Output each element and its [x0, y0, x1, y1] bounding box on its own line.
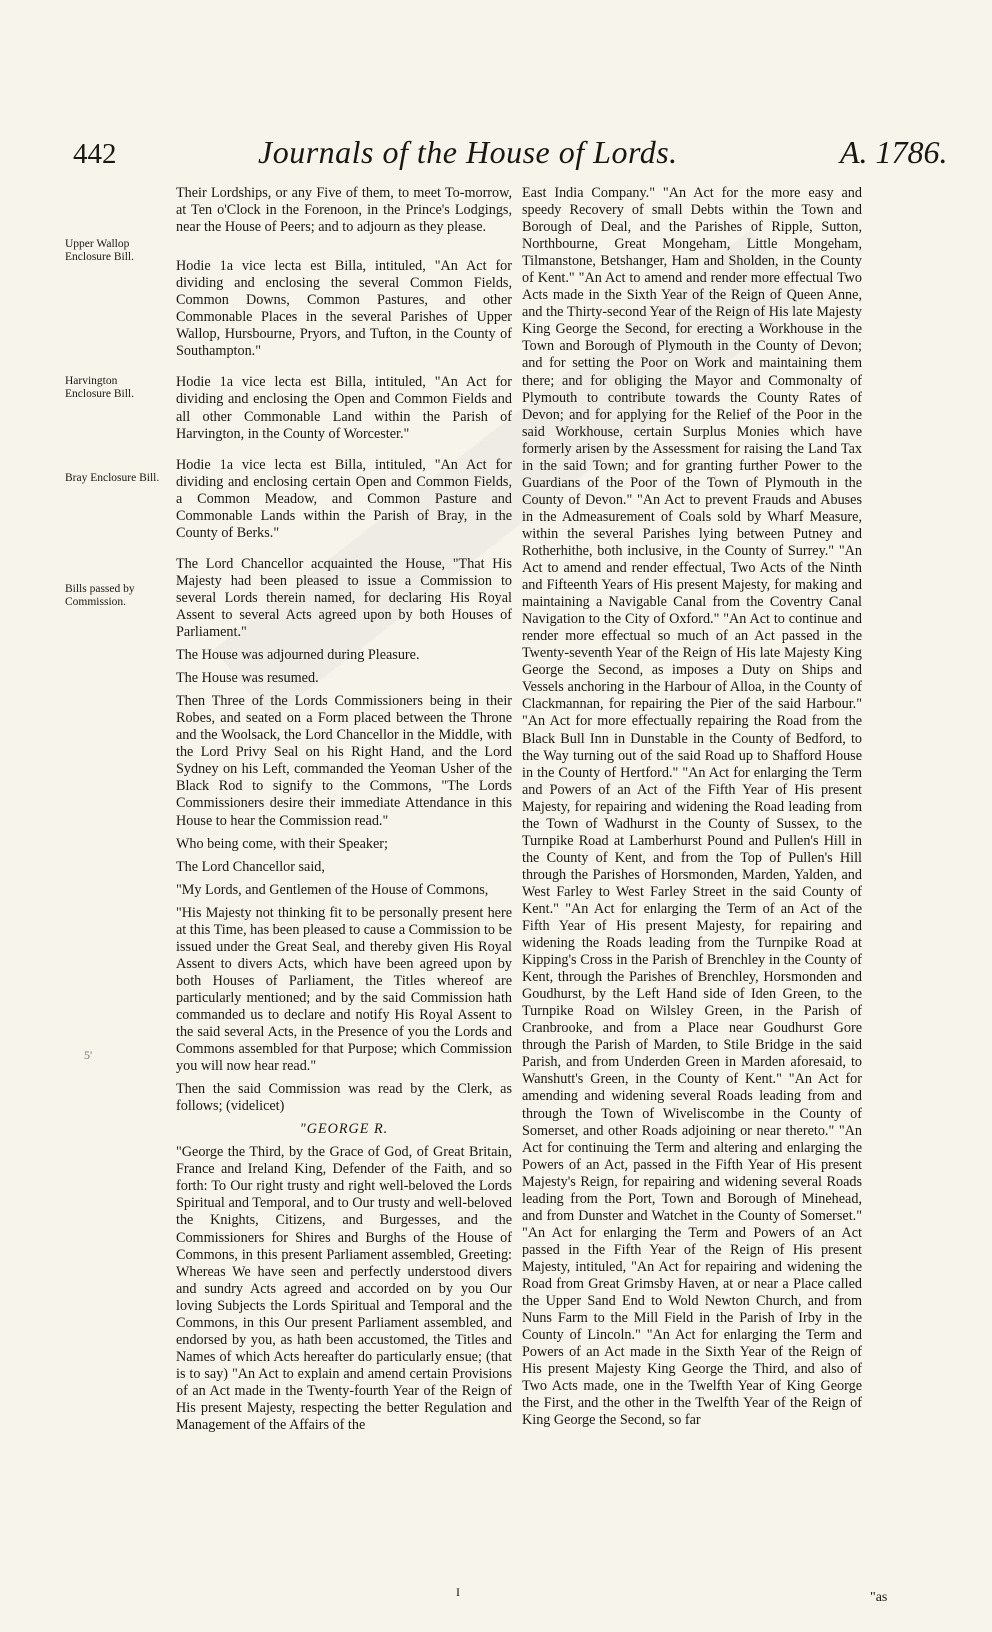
paragraph-upper-wallop-bill: Hodie 1a vice lecta est Billa, intituled, "An Act for dividing and enclosing the several Common Fields, Common Downs, Common Pastures, and other Commonable Places in the several Parishes of Upper Wallop, Hursbourne, Pryors, and Tufton, in the County of Southampton." — [176, 258, 512, 360]
paragraph-resumed: The House was resumed. — [176, 670, 319, 687]
page-header — [0, 128, 992, 178]
running-title: Journals of the House of Lords. — [258, 134, 678, 170]
paragraph-acts-list: East India Company." "An Act for the more easy and speedy Recovery of small Debts within the Town and Borough of Deal, and the Parishes of Ripple, Sutton, Northbourne, Great Mongeham, Little Mongeham, Tilmanstone, Betshanger, Ham and Sholden, in the County of Kent." "An Act to amend and render more effectual Two Acts made in the Sixth Year of the Reign of Queen Anne, and the Thirty-second Year of the Reign of His late Majesty King George the Second, for erecting a Workhouse in the Town and Borough of Plymouth in the County of Devon; and for setting the Poor on Work and maintaining them there; and for obliging the Mayor and Commonalty of Plymouth to contribute towards the County Rates of Devon; and for applying for the Relief of the Poor in the said Workhouse, certain Surplus Monies which have formerly arisen by the Assessment for raising the Land Tax in the said Town; and for granting further Power to the Guardians of the Poor of the Town of Plymouth in the County of Devon." "An Act to prevent Frauds and Abuses in the Admeasurement of Coals sold by Wharf Measure, within the several Parishes lying between Putney and Rotherhithe, both inclusive, in the County of Surrey." "An Act to amend and render effectual, Two Acts of the Ninth and Fifteenth Years of His present Majesty, for making and maintaining a Navigable Canal from the Coventry Canal Navigation to the City of Oxford." "An Act to continue and render more effectual so much of an Act passed in the Twenty-seventh Year of the Reign of His late Majesty King George the Second, as imposes a Duty on Ships and Vessels anchoring in the Harbour of Alloa, in the County of Clackmannan, for repairing the Pier of the said Harbour." "An Act for more effectually repairing the Road from the Black Bull Inn in Dunstable in the County of Bedford, to the Way turning out of the said Road up to Shafford House in the County of Hertford." "An Act for enlarging the Term and Powers of an Act of the Fifth Year of His present Majesty, for repairing and widening the Road leading from the Town of Wadhurst in the County of Sussex, to the Turnpike Road at Lamberhurst Pound and Pullen's Hill in the County of Kent, and from the Top of Pullen's Hill through the Parishes of Horsmonden, Marden, Yalden, and West Farley to West Farley Street in the said County of Kent." "An Act for enlarging the Term of an Act of the Fifth Year of His present Majesty, for repairing and widening the Roads leading from the Turnpike Road at Kipping's Cross in the Parish of Brenchley in the County of Kent, through the Parishes of Brenchley, Horsmonden and Goudhurst, by the Left Hand side of Iden Green, to the Turnpike Road on Wilsley Green, in the Parish of Cranbrooke, and from a Place near Goudhurst Gore through the Parish of Marden, to Stile Bridge in the said Parish, and from Underden Green in Marden aforesaid, to Wanshutt's Green, in the County of Kent." "An Act for amending and widening several Roads leading from and through the Town of Wiveliscombe in the County of Somerset, and other Roads adjoining or near thereto." "An Act for continuing the Term and altering and enlarging the Powers of an Act, passed in the Fifth Year of His present Majesty's Reign, for repairing and widening several Roads leading from the Port, Town and Borough of Minehead, and from Dunster and Watchet in the County of Somerset." "An Act for enlarging the Term and Powers of an Act passed in the Fifth Year of the Reign of His present Majesty, intituled, "An Act for repairing and widening the Road from Great Grimsby Haven, at or near a Place called the Upper Sand End to Wold Newton Church, and from Nuns Farm to the Mill Field in the Parish of Irby in the County of Lincoln." "An Act for enlarging the Term and Powers of an Act made in the Sixth Year of the Reign of His present Majesty King George the Third, and also of Two Acts made, one in the Twelfth Year of King George the First, and the other in the Twelfth Year of the Reign of King George the Second, so far — [522, 185, 862, 1429]
margin-note-upper-wallop: Upper Wallop Enclosure Bill. — [65, 238, 134, 263]
margin-note-bray: Bray Enclosure Bill. — [65, 472, 160, 484]
paragraph-adjourned: The House was adjourned during Pleasure. — [176, 647, 420, 664]
paragraph-address: "My Lords, and Gentlemen of the House of Commons, — [176, 881, 489, 898]
catchword: "as — [870, 1590, 888, 1605]
paragraph-harvington-bill: Hodie 1a vice lecta est Billa, intituled, "An Act for dividing and enclosing the Open and Common Fields and all other Commonable Land within the Parish of Harvington, in the County of Worcester." — [176, 374, 512, 442]
paragraph-commons-arrive: Who being come, with their Speaker; — [176, 835, 388, 852]
margin-note-harvington: Harvington Enclosure Bill. — [65, 375, 134, 400]
paragraph-chancellor-said: The Lord Chancellor said, — [176, 858, 325, 875]
paragraph-commissioners-seated: Then Three of the Lords Commissioners being in their Robes, and seated on a Form placed between the Throne and the Woolsack, the Lord Chancellor in the Middle, with the Lord Privy Seal on his Right Hand, and the Lord Sydney on his Left, commanded the Yeoman Usher of the Black Rod to signify to the Commons, "The Lords Commissioners desire their immediate Attendance in this House to hear the Commission read." — [176, 693, 512, 829]
right-column — [522, 185, 862, 1435]
paragraph-adjourn: Their Lordships, or any Five of them, to meet To-morrow, at Ten o'Clock in the Forenoon, in the Prince's Lodgings, near the House of Peers; and to adjourn as they please. — [176, 185, 512, 236]
year-heading: A. 1786. — [840, 134, 948, 170]
commission-heading: "GEORGE R. — [299, 1121, 389, 1138]
margin-note-bills-passed: Bills passed by Commission. — [65, 583, 135, 608]
paragraph-commission-read: Then the said Commission was read by the Clerk, as follows; (videlicet) — [176, 1081, 512, 1115]
paragraph-commission-text: "George the Third, by the Grace of God, of Great Britain, France and Ireland King, Defender of the Faith, and so forth: To Our right trusty and right well-beloved the Lords Spiritual and Temporal, and to Our trusty and well-beloved the Knights, Citizens, and Burgesses, and the Commissioners for Shires and Burghs of the House of Commons, in this present Parliament assembled, Greeting: Whereas We have seen and perfectly understood divers and sundry Acts agreed and accorded on by you Our loving Subjects the Lords Spiritual and Temporal and the Commons, in this Our present Parliament assembled, and endorsed by you, as hath been accustomed, the Titles and Names of which Acts hereafter do particularly ensue; (that is to say) "An Act to explain and amend certain Provisions of an Act made in the Twenty-fourth Year of the Reign of His present Majesty, respecting the better Regulation and Management of the Affairs of the — [176, 1144, 512, 1434]
margin-smudge: 5' — [84, 1048, 93, 1062]
paragraph-royal-commission: The Lord Chancellor acquainted the House, "That His Majesty had been pleased to issue a Commission to several Lords therein named, for declaring His Royal Assent to several Acts agreed upon by both Houses of Parliament." — [176, 555, 512, 641]
page-number: 442 — [73, 138, 117, 170]
left-column — [176, 185, 512, 1440]
paragraph-speech: "His Majesty not thinking fit to be personally present here at this Time, has been pleased to cause a Commission to be issued under the Great Seal, and thereby given His Royal Assent to divers Acts, which have been agreed upon by both Houses of Parliament, the Titles whereof are particularly mentioned; and by the said Commission hath commanded us to declare and notify His Royal Assent to the said several Acts, in the Presence of you the Lords and Commons assembled for that Purpose; which Commission you will now hear read." — [176, 904, 512, 1075]
paragraph-bray-bill: Hodie 1a vice lecta est Billa, intituled, "An Act for dividing and enclosing certain Open and Common Fields, a Common Meadow, and Common Pasture and Commonable Lands within the Parish of Bray, in the County of Berks." — [176, 456, 512, 541]
signature-mark: I — [456, 1585, 460, 1599]
